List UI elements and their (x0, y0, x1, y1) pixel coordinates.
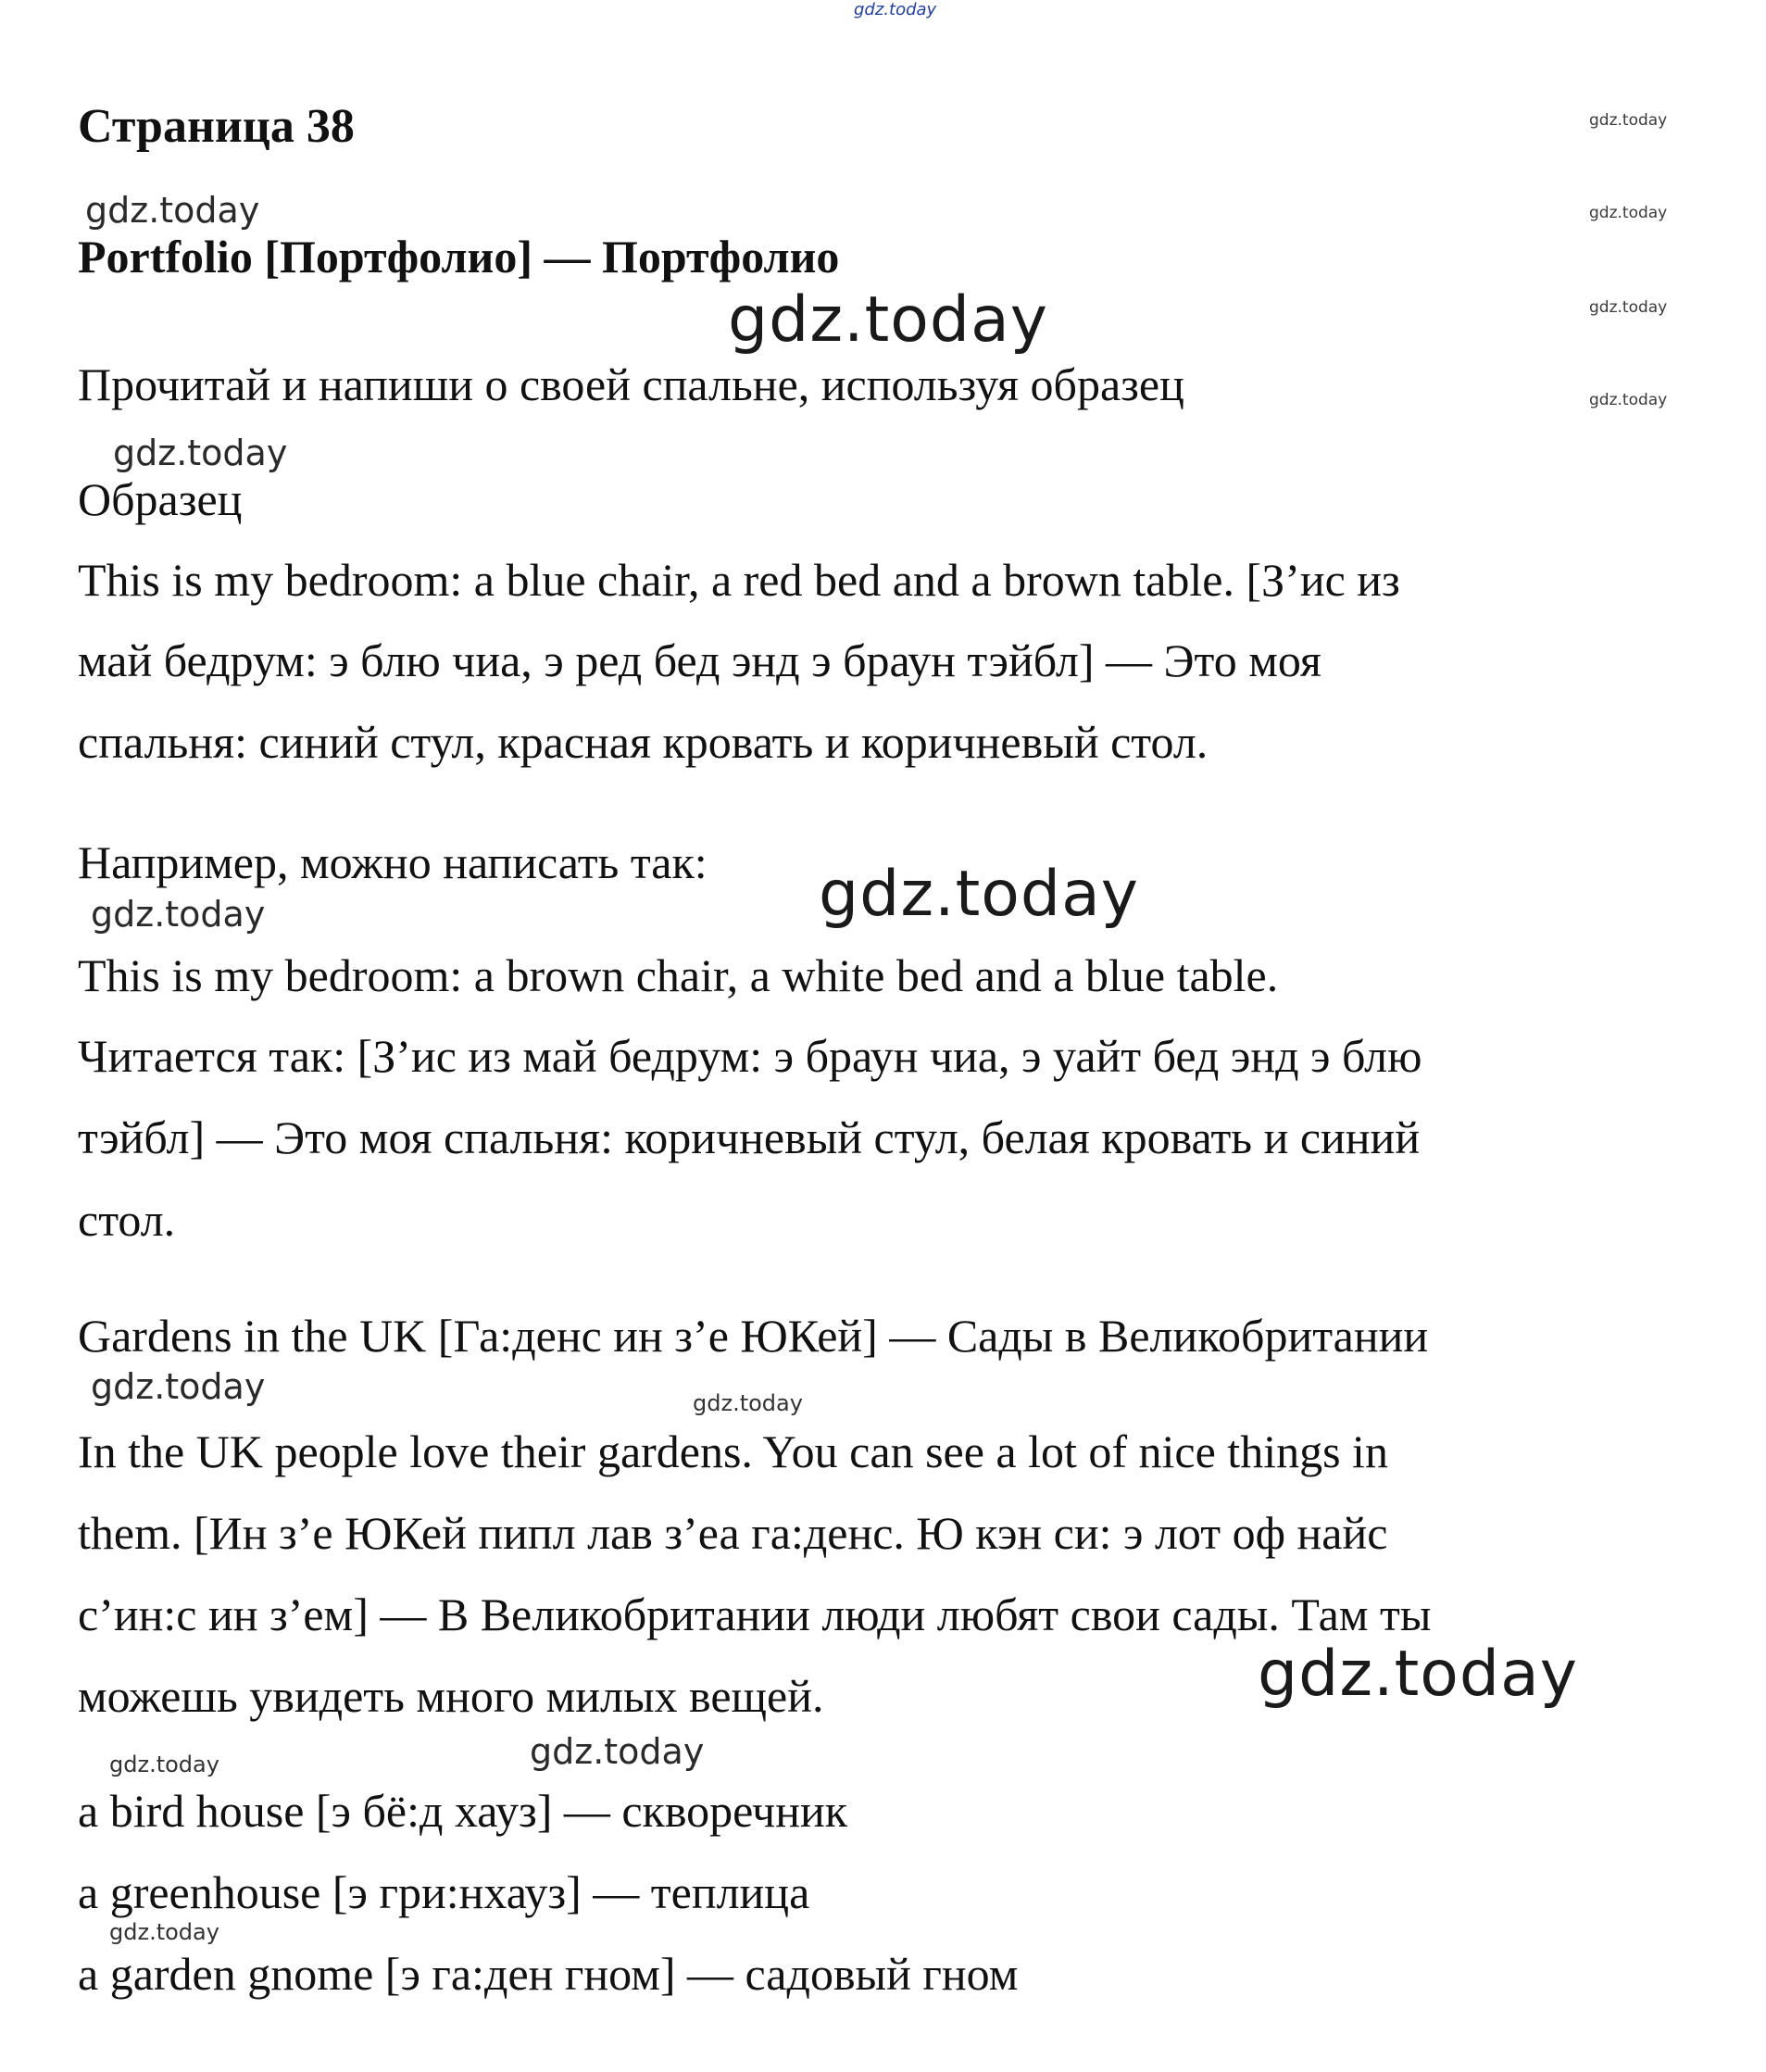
watermark-right-3: gdz.today (1589, 298, 1668, 317)
sample-line: май бедрум: э блю чиа, э ред бед энд э браун тэйбл] — Это моя (78, 634, 1321, 686)
watermark-top: gdz.today (854, 0, 937, 19)
vocab-item: a garden gnome [э га:ден гном] — садовый гном (78, 1948, 1019, 2000)
vocab-item: a greenhouse [э гри:нхауз] — теплица (78, 1866, 810, 1918)
example-line: стол. (78, 1194, 176, 1246)
gardens-line: с’ин:с ин з’ем] — В Великобритании люди любят свои сады. Там ты (78, 1589, 1432, 1640)
watermark-vocab-mid: gdz.today (530, 1731, 705, 1772)
gardens-title: Gardens in the UK [Га:денс ин з’е ЮКей] — Сады в Великобритании (78, 1310, 1429, 1362)
example-intro: Например, можно написать так: (78, 836, 708, 888)
page-title: Страница 38 (78, 100, 355, 153)
gardens-line: them. [Ин з’е ЮКей пипл лав з’еа га:денс. Ю кэн си: э лот оф найс (78, 1507, 1388, 1559)
example-line: This is my bedroom: a brown chair, a white bed and a blue table. (78, 949, 1279, 1001)
vocab-item: a bird house [э бё:д хауз] — скворечник (78, 1785, 848, 1837)
sample-line: спальня: синий стул, красная кровать и коричневый стол. (78, 716, 1209, 768)
section-title: Portfolio [Портфолио] — Портфолио (78, 231, 840, 283)
example-line: тэйбл] — Это моя спальня: коричневый стул, белая кровать и синий (78, 1111, 1421, 1163)
watermark-large-1: gdz.today (728, 283, 1048, 357)
watermark-vocab-1: gdz.today (109, 1752, 219, 1777)
watermark-right-4: gdz.today (1589, 391, 1668, 409)
watermark-gardens: gdz.today (91, 1366, 266, 1407)
gardens-line: можешь увидеть много милых вещей. (78, 1670, 824, 1722)
watermark-vocab-2: gdz.today (109, 1919, 219, 1945)
watermark-large-3: gdz.today (1258, 1638, 1578, 1711)
watermark-sample: gdz.today (113, 433, 288, 473)
example-line: Читается так: [З’ис из май бедрум: э браун чиа, э уайт бед энд э блю (78, 1030, 1422, 1082)
watermark-gardens-small: gdz.today (693, 1390, 803, 1416)
gardens-line: In the UK people love their gardens. You can see a lot of nice things in (78, 1425, 1388, 1477)
sample-label: Образец (78, 473, 243, 525)
watermark-example: gdz.today (91, 894, 266, 935)
watermark-right-2: gdz.today (1589, 204, 1668, 222)
sample-line: This is my bedroom: a blue chair, a red bed and a brown table. [З’ис из (78, 554, 1400, 606)
instruction: Прочитай и напиши о своей спальне, используя образец (78, 358, 1184, 410)
watermark-title: gdz.today (85, 190, 260, 231)
watermark-right-1: gdz.today (1589, 111, 1668, 130)
watermark-large-2: gdz.today (819, 858, 1139, 931)
